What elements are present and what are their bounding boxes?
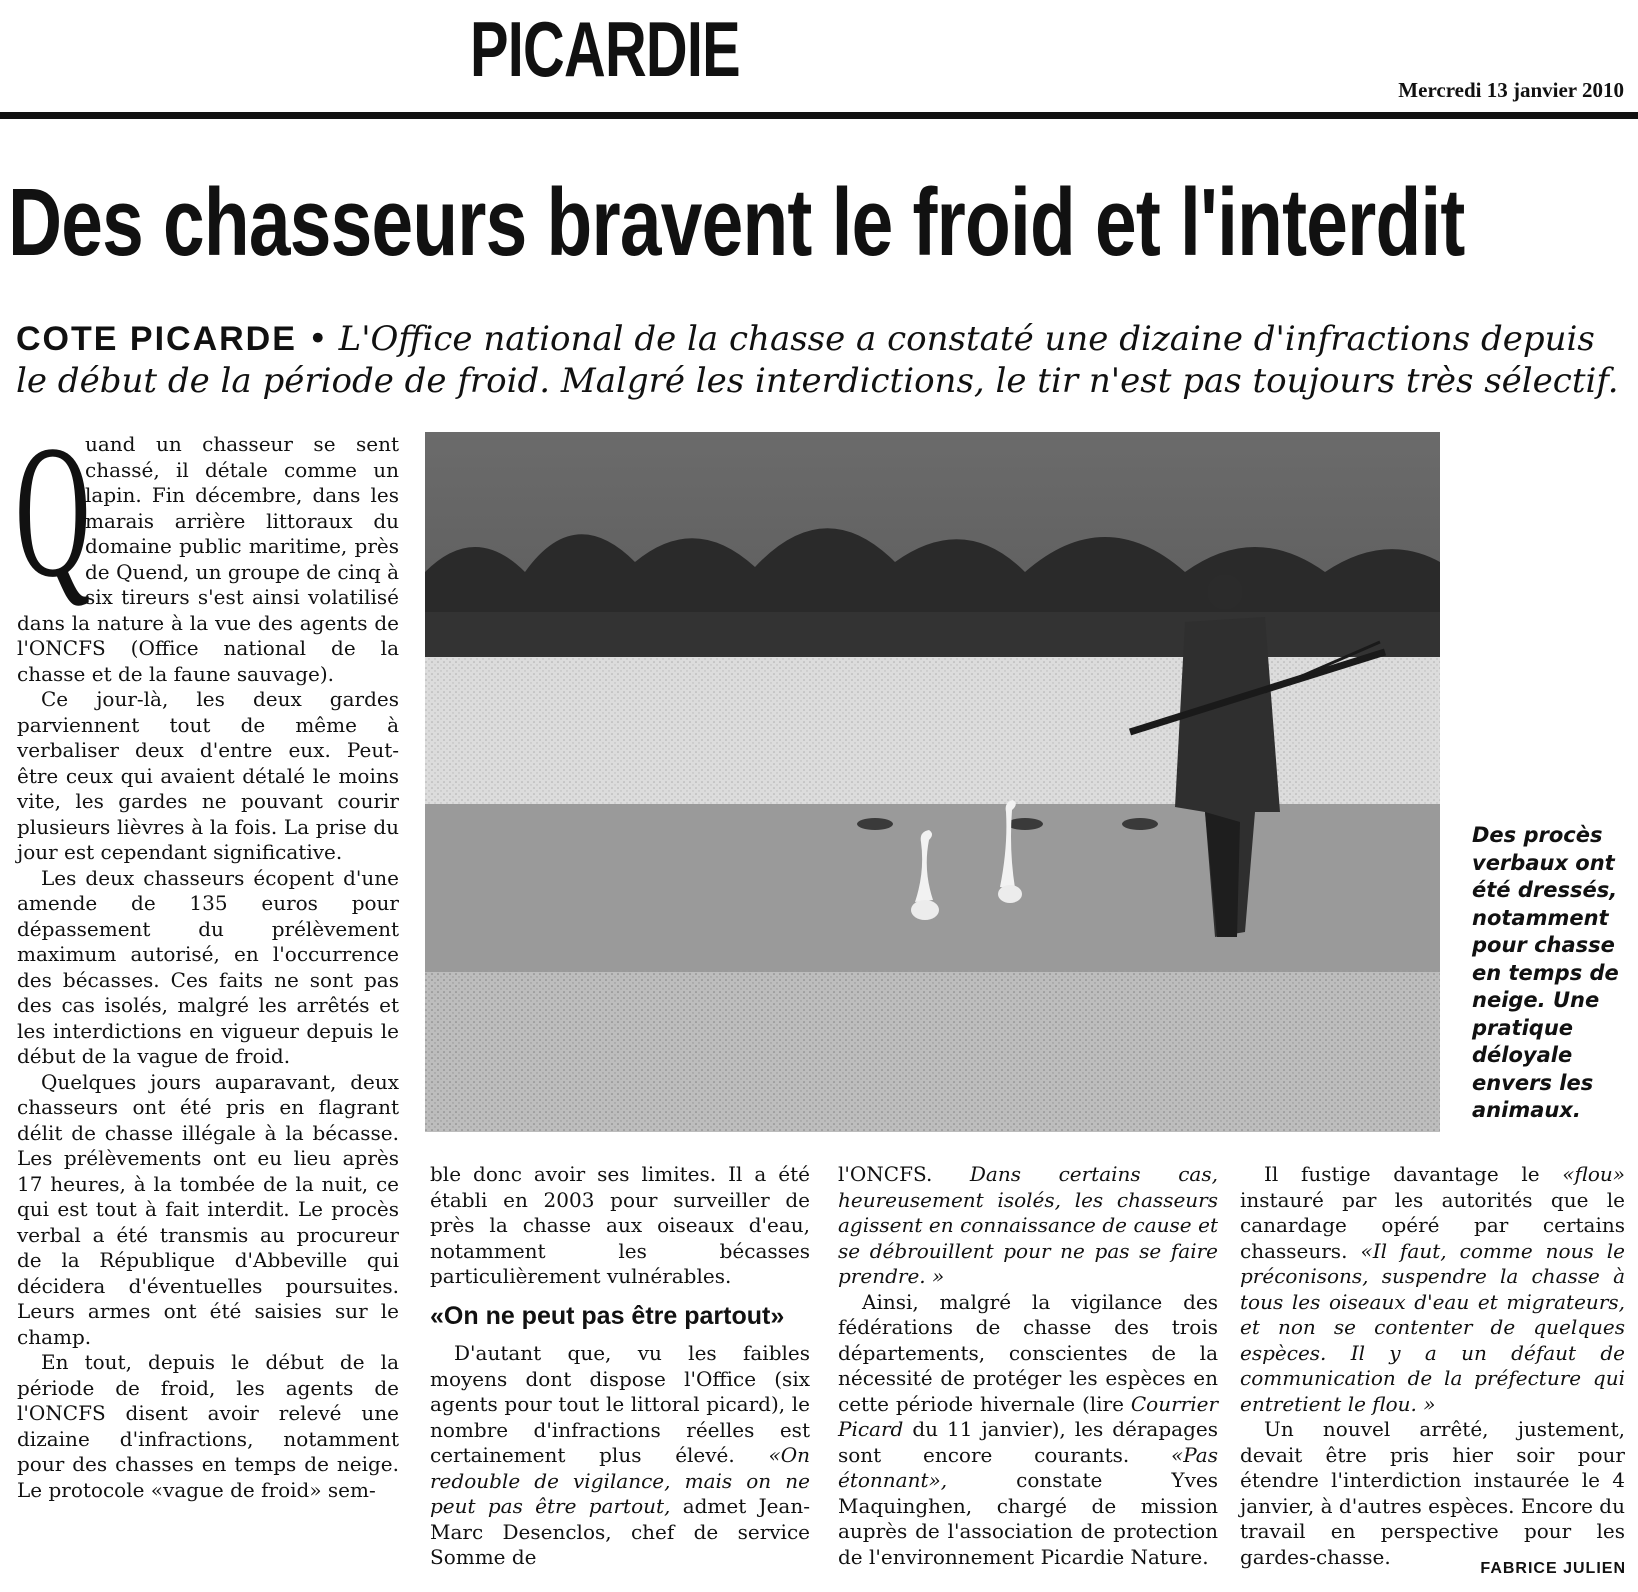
paragraph: Les deux chasseurs écopent d'une amende de 135 euros pour dépassement du prélèvement maximum autorisé, en l'occurrence des bécasses. Ces faits ne sont pas des cas isolés, malgré les arrêtés et les interdictions en vigueur depuis le début de la vague de froid. [17,865,399,1068]
article-kicker [16,318,1626,402]
publication-date: Mercredi 13 janvier 2010 [1398,78,1624,102]
paragraph: Quelques jours auparavant, deux chasseurs ont été pris en flagrant délit de chasse illégale à la bécasse. Les prélèvements ont eu lieu après 17 heures, à la tombée de la nuit, ce qui est tout à fait interdit. Le procès verbal a été transmis au procureur de la République d'Abbeville qui décidera d'éventuelles poursuites. Leurs armes ont été saisies sur le champ. [17,1069,399,1349]
kicker-text: L'Office national de la chasse a constaté une dizaine d'infractions depuis le début de la période de froid. Malgré les interdictions, le tir n'est pas toujours très sélectif. [16,319,1619,401]
paragraph-text: D'autant que, vu les faibles moyens dont dispose l'Office (six agents pour tout le littoral picard), le nombre d'infractions réelles est certainement plus élevé. [430,1341,810,1467]
quote: «On redouble de vigilance, mais on ne peut pas être partout, [430,1443,810,1518]
paragraph: Ce jour-là, les deux gardes parviennent tout de même à verbaliser deux d'entre eux. Peut-être ceux qui avaient détalé le moins vite, les gardes ne pouvant courir plusieurs lièvres à la fois. La prise du jour est cependant significative. [17,687,399,864]
header-rule [0,112,1638,119]
paragraph [838,1290,1218,1571]
quote: «Il faut, comme nous le préconisons, suspendre la chasse à tous les oiseaux d'eau et migrateurs, et non se contenter de quelques espèces. Il y a un défaut de communication de la préfecture qui entretient le flou. » [1240,1238,1626,1416]
paragraph-text: admet Jean-Marc Desenclos, chef de service Somme de [430,1494,810,1569]
article-column-4 [1240,1162,1625,1570]
paragraph: Un nouvel arrêté, justement, devait être pris hier soir pour étendre l'interdiction instaurée le 4 janvier, à d'autres espèces. Encore du travail en perspective pour les gardes-chasse. [1240,1417,1625,1569]
paragraph: En tout, depuis le début de la période de froid, les agents de l'ONCFS disent avoir relevé une dizaine d'infractions, notamment pour des chasses en temps de neige. Le protocole «vague de froid» sem- [17,1350,399,1502]
article-column-2 [430,1162,810,1571]
photo-caption: Des procès verbaux ont été dressés, notamment pour chasse en temps de neige. Une pratique déloyale envers les animaux. [1472,823,1619,1122]
kicker-place: COTE PICARDE [16,320,297,358]
section-title: PICARDIE [470,5,740,93]
article-headline: Des chasseurs bravent le froid et l'interdit [8,169,1465,276]
paragraph-text: du 11 janvier), les dérapages sont encore courants. [838,1417,1218,1467]
byline: FABRICE JULIEN [1480,1560,1626,1577]
quote: «flou» [1562,1162,1625,1186]
source-title: Courrier Picard [838,1391,1218,1441]
paragraph-text: uand un chasseur se sent chassé, il détale comme un lapin. Fin décembre, dans les marais arrière littoraux du domaine public maritime, près de Quend, un groupe de cinq à six tireurs s'est ainsi volatilisé dans la nature à la vue des agents de l'ONCFS (Office national de la chasse et de la faune sauvage). [17,432,399,686]
paragraph [15,407,399,687]
paragraph-text: Ainsi, malgré la vigilance des fédérations de chasse des trois départements, conscientes de la nécessité de protéger les espèces en cette période hivernale (lire [838,1289,1218,1416]
article-column-3 [838,1162,1218,1570]
paragraph-text: Il fustige davantage le [1264,1162,1563,1186]
paragraph-text: constate Yves Maquinghen, chargé de mission auprès de l'association de protection de l'environnement Picardie Nature. [838,1468,1218,1569]
paragraph [838,1162,1218,1290]
quote: Dans certains cas, heureusement isolés, les chasseurs agissent en connaissance de cause et se débrouillent pour ne pas se faire prendre. » [838,1162,1218,1288]
drop-cap: Q [15,407,91,617]
paragraph [1240,1162,1625,1417]
article-photo [425,432,1440,1132]
article-column-1 [15,407,399,1503]
paragraph-text: l'ONCFS. [838,1162,970,1186]
quote: «Pas étonnant», [838,1442,1218,1492]
intertitle: «On ne peut pas être partout» [430,1301,785,1330]
hunter-marsh-photo [425,432,1440,1132]
paragraph: ble donc avoir ses limites. Il a été établi en 2003 pour surveiller de près la chasse aux oiseaux d'eau, notamment les bécasses particulièrement vulnérables. [430,1162,810,1288]
kicker-separator: • [307,319,328,359]
paragraph [430,1341,810,1571]
paragraph-text: instauré par les autorités que le canardage opéré par certains chasseurs. [1240,1187,1625,1263]
